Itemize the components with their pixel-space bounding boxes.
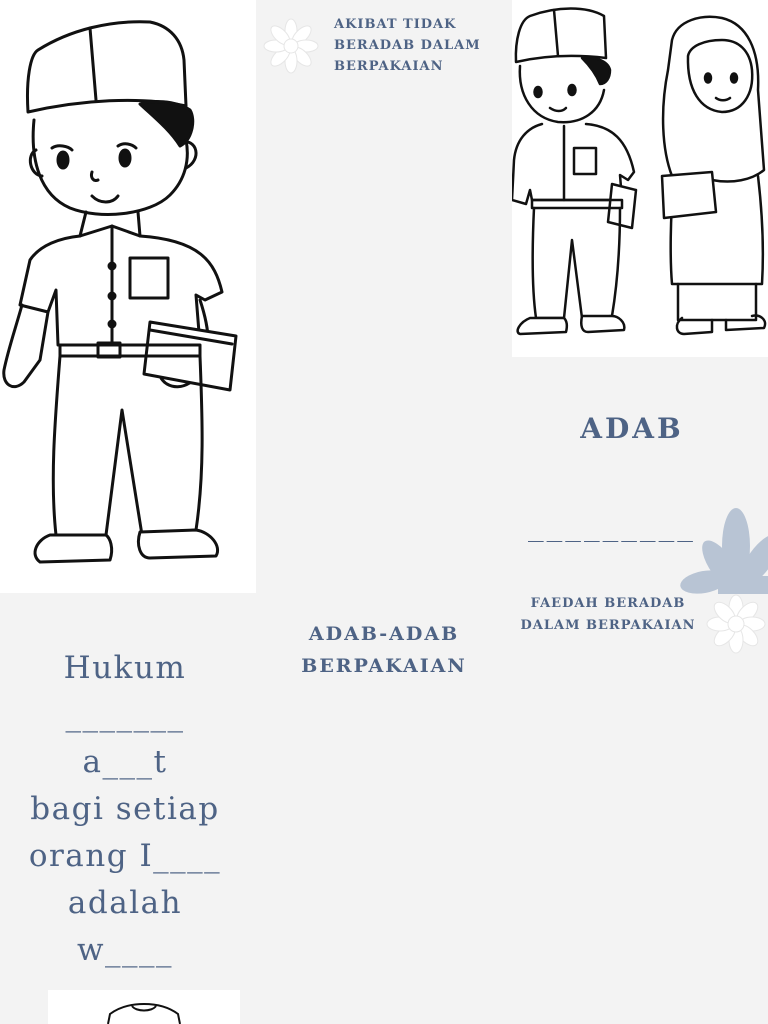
worksheet-line: Hukum: [63, 650, 187, 686]
flower-decor-icon-2: [706, 594, 766, 654]
worksheet-text: [0, 645, 250, 974]
adab-blank-line: _________: [528, 513, 696, 543]
worksheet-line: a___t: [82, 744, 168, 780]
akibat-heading: AKIBAT TIDAK BERADAB DALAM BERPAKAIAN: [334, 17, 481, 74]
worksheet-line: _______: [65, 697, 185, 733]
adab-adab-heading: ADAB-ADAB BERPAKAIAN: [301, 623, 467, 677]
worksheet-line: bagi setiap: [30, 791, 220, 827]
boy-illustration-panel: [0, 0, 256, 593]
shirt-image-panel: [48, 990, 240, 1024]
children-illustration-panel: [512, 0, 768, 357]
flower-decor-icon: [263, 18, 319, 74]
shirt-icon: [48, 990, 240, 1024]
children-illustration: [512, 0, 768, 357]
boy-illustration: [0, 0, 256, 593]
worksheet-line: w____: [76, 932, 174, 968]
adab-title: ADAB: [580, 412, 684, 445]
blue-flower-decor-icon: [678, 504, 768, 594]
faedah-heading: FAEDAH BERADAB DALAM BERPAKAIAN: [520, 596, 696, 633]
worksheet-line: orang I____: [28, 838, 222, 874]
worksheet-line: adalah: [67, 885, 183, 921]
